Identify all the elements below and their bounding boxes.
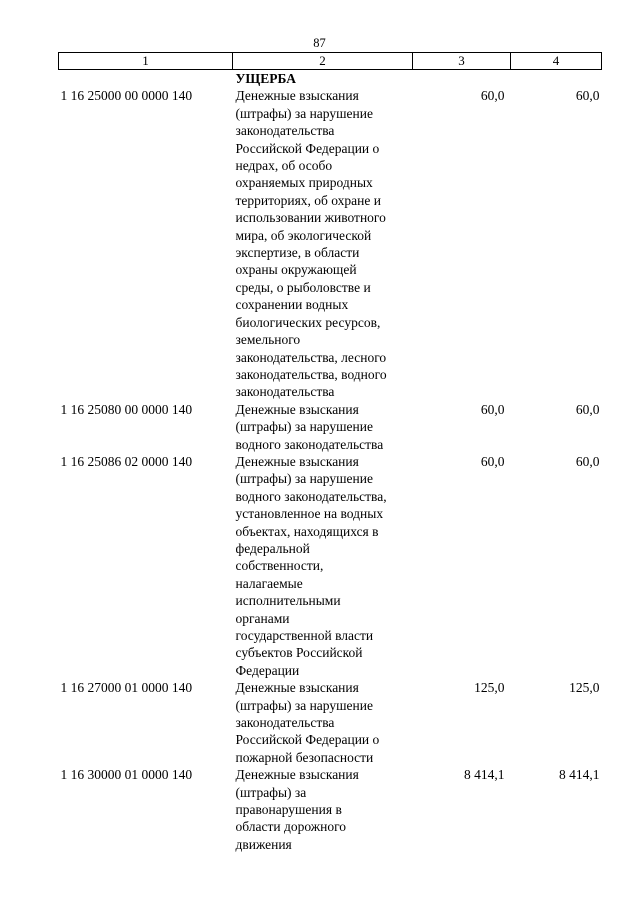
row-code: 1 16 25086 02 0000 140 [60, 453, 193, 469]
description-line: (штрафы) за нарушение [235, 697, 373, 713]
description-line: государственной власти [235, 628, 374, 643]
description-line: налагаемые [235, 575, 303, 591]
table-row [59, 679, 602, 766]
empty-cell [59, 70, 233, 88]
description-line: органами [235, 610, 290, 626]
description-line: сохранении водных [235, 297, 349, 313]
table-row [59, 766, 602, 853]
description-line: Денежные взыскания [235, 88, 359, 104]
description-line: Российской Федерации о [235, 140, 380, 156]
row-value-col4: 60,0 [575, 88, 600, 104]
row-description [233, 453, 413, 679]
table-header [59, 53, 602, 70]
description-line: территориях, об охране и [235, 192, 381, 208]
empty-cell [511, 70, 602, 88]
description-line: (штрафы) за нарушение [235, 419, 373, 435]
header-row [59, 53, 602, 70]
description-line: законодательства [235, 715, 335, 731]
description-line: объектах, находящихся в [235, 523, 379, 539]
description-line: собственности, [235, 558, 324, 574]
description-line: биологических ресурсов, [235, 314, 381, 330]
description-line: недрах, об особо [235, 158, 333, 174]
table-row [59, 453, 602, 679]
continuation-text: УЩЕРБА [235, 71, 296, 86]
row-value-col3: 60,0 [480, 453, 505, 469]
description-line: исполнительными [235, 593, 341, 609]
description-line: законодательства [235, 123, 335, 139]
description-line: Денежные взыскания [235, 680, 359, 696]
row-code: 1 16 30000 01 0000 140 [60, 767, 193, 783]
row-value-col4: 8 414,1 [559, 767, 600, 783]
row-description [233, 766, 413, 853]
row-code: 1 16 25080 00 0000 140 [60, 401, 193, 417]
description-line: водного законодательства [235, 436, 384, 452]
description-line: установленное на водных [235, 506, 384, 522]
description-line: Российской Федерации о [235, 732, 380, 748]
row-value-col4: 125,0 [569, 680, 600, 696]
table-body [59, 70, 602, 854]
description-line: области дорожного [235, 819, 347, 835]
description-line: (штрафы) за [235, 784, 307, 800]
row-description [233, 679, 413, 766]
description-line: (штрафы) за нарушение [235, 105, 373, 121]
description-line: федеральной [235, 540, 310, 556]
column-header-2: 2 [233, 53, 413, 70]
row-value-col3: 60,0 [480, 401, 505, 417]
row-code: 1 16 27000 01 0000 140 [60, 680, 193, 696]
description-line: пожарной безопасности [235, 749, 374, 765]
continuation-row [59, 70, 602, 88]
empty-cell [413, 70, 511, 88]
description-line: экспертизе, в области [235, 245, 360, 261]
row-value-col4: 60,0 [575, 401, 600, 417]
description-line: законодательства, лесного [235, 349, 387, 365]
description-line: движения [235, 836, 292, 852]
description-line: Федерации [235, 662, 300, 678]
description-line: земельного [235, 332, 301, 348]
row-description [233, 87, 413, 400]
table-row [59, 401, 602, 453]
description-line: Денежные взыскания [235, 401, 359, 417]
description-line: (штрафы) за нарушение [235, 471, 373, 487]
description-line: Денежные взыскания [235, 767, 359, 783]
table-row [59, 87, 602, 400]
description-line: среды, о рыболовстве и [235, 279, 371, 295]
row-value-col3: 8 414,1 [464, 767, 505, 783]
description-line: законодательства, водного [235, 366, 387, 382]
description-line: мира, об экологической [235, 227, 372, 243]
row-description [233, 401, 413, 453]
column-header-1: 1 [59, 53, 233, 70]
row-value-col3: 60,0 [480, 88, 505, 104]
column-header-3: 3 [413, 53, 511, 70]
description-line: Денежные взыскания [235, 453, 359, 469]
description-line: правонарушения в [235, 802, 342, 818]
row-value-col3: 125,0 [474, 680, 505, 696]
description-line: субъектов Российской [235, 645, 363, 661]
description-line: законодательства [235, 384, 335, 400]
description-line: охраняемых природных [235, 175, 373, 191]
description-line: использовании животного [235, 210, 386, 226]
page-number: 87 [313, 36, 326, 50]
column-header-4: 4 [511, 53, 602, 70]
row-value-col4: 60,0 [575, 453, 600, 469]
description-line: охраны окружающей [235, 262, 357, 278]
budget-table [58, 52, 602, 853]
row-code: 1 16 25000 00 0000 140 [60, 88, 193, 104]
description-line: водного законодательства, [235, 488, 387, 504]
